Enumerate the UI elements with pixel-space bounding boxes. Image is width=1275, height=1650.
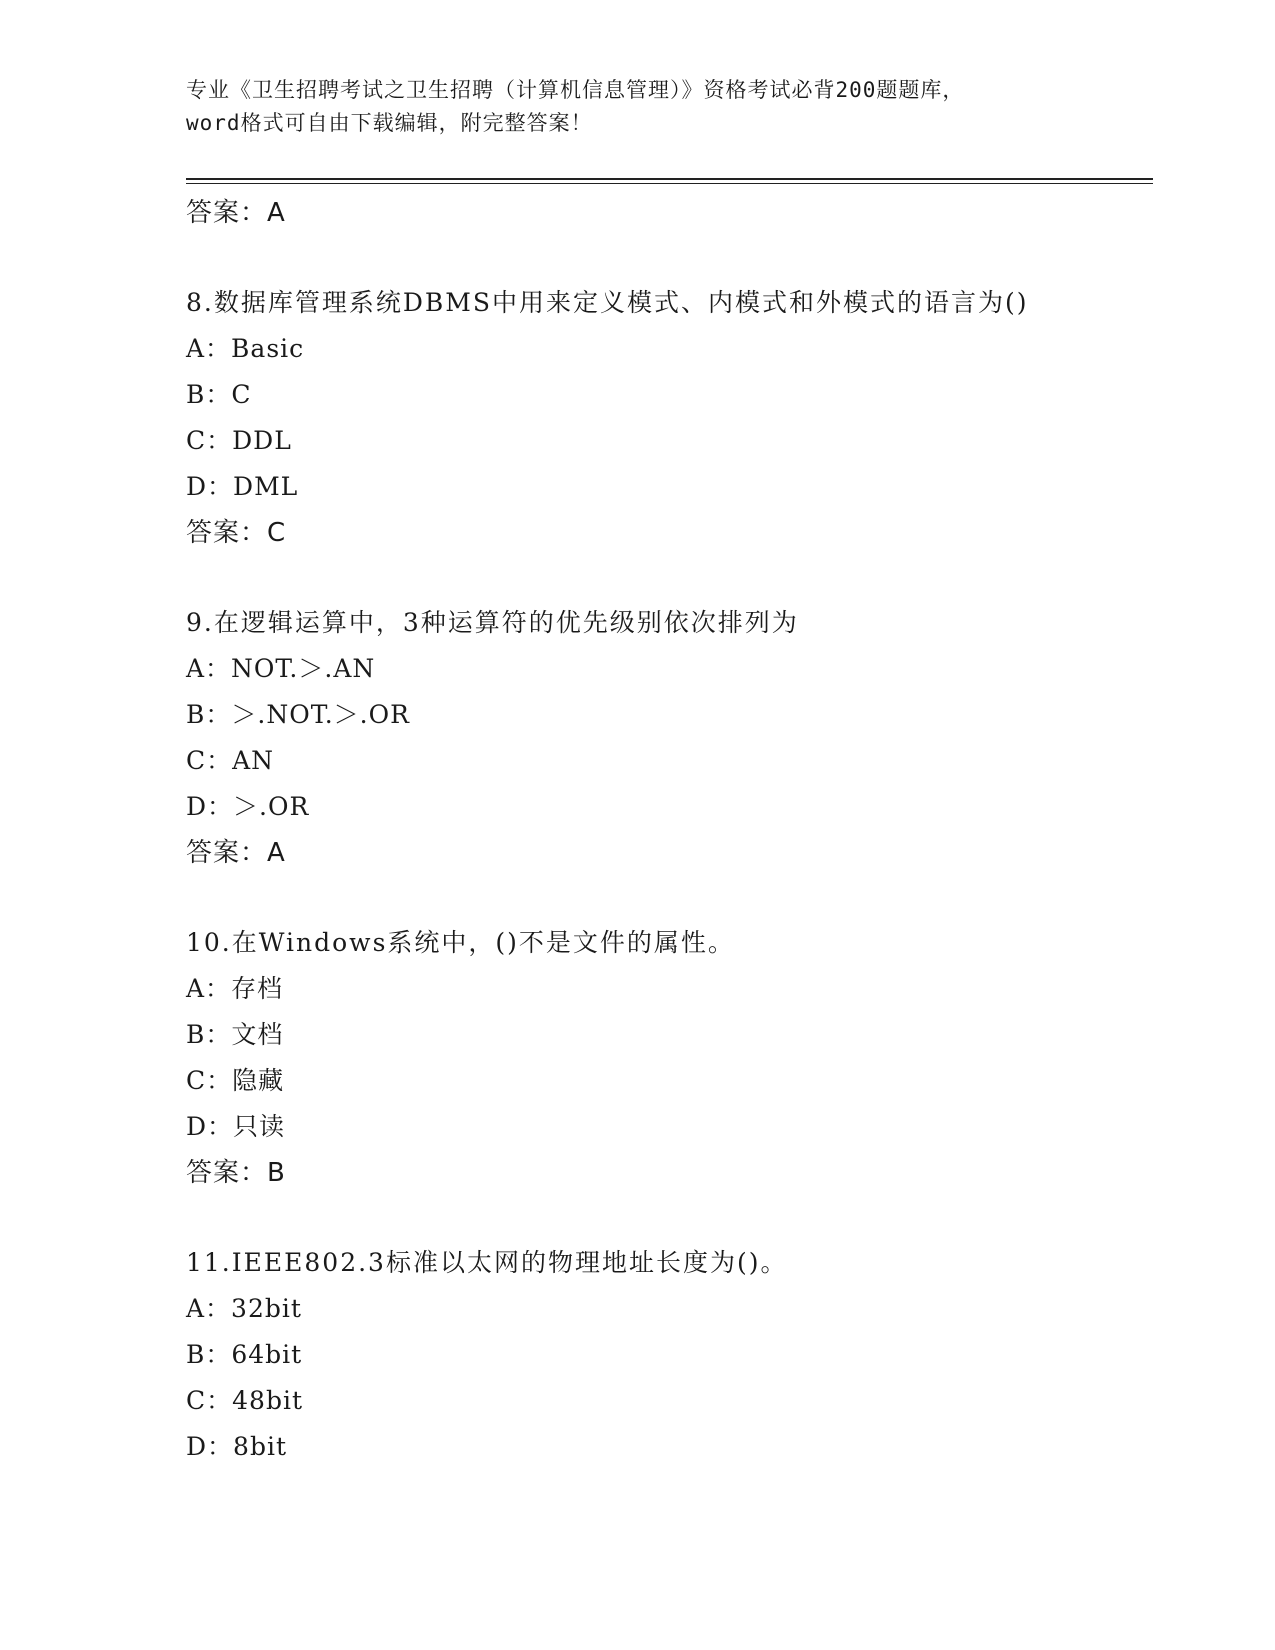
option-c: C：48bit	[186, 1386, 303, 1415]
answer-line: 答案：B	[186, 1158, 286, 1188]
answer-line: 答案：A	[186, 198, 286, 228]
option-c: C：DDL	[186, 426, 292, 455]
question-text: 10.在Windows系统中，()不是文件的属性。	[186, 928, 735, 957]
header-line-1: 专业《卫生招聘考试之卫生招聘（计算机信息管理）》资格考试必背200题题库，	[186, 78, 965, 102]
option-b: B：C	[186, 380, 252, 409]
question-block	[186, 920, 1146, 1196]
option-a: A：NOT.＞.AN	[186, 654, 376, 683]
question-text: 9.在逻辑运算中，3种运算符的优先级别依次排列为	[186, 608, 799, 637]
header-divider-thin	[186, 183, 1153, 184]
header-divider	[186, 178, 1153, 180]
option-b: B：64bit	[186, 1340, 303, 1369]
option-d: D：只读	[186, 1112, 286, 1141]
answer-line: 答案：C	[186, 518, 287, 548]
header-line-2: word格式可自由下载编辑，附完整答案！	[186, 111, 593, 135]
question-block	[186, 280, 1146, 556]
option-a: A：Basic	[186, 334, 305, 363]
option-c: C：AN	[186, 746, 275, 775]
option-a: A：32bit	[186, 1294, 302, 1323]
option-b: B：文档	[186, 1020, 284, 1049]
document-header	[186, 74, 1086, 140]
question-list	[186, 190, 1146, 1470]
option-d: D：＞.OR	[186, 792, 310, 821]
option-a: A：存档	[186, 974, 284, 1003]
question-block	[186, 1240, 1146, 1470]
option-d: D：8bit	[186, 1432, 287, 1461]
answer-line: 答案：A	[186, 838, 286, 868]
question-block	[186, 600, 1146, 876]
question-text: 8.数据库管理系统DBMS中用来定义模式、内模式和外模式的语言为()	[186, 288, 1029, 317]
option-c: C：隐藏	[186, 1066, 285, 1095]
option-b: B：＞.NOT.＞.OR	[186, 700, 410, 729]
option-d: D：DML	[186, 472, 299, 501]
question-text: 11.IEEE802.3标准以太网的物理地址长度为()。	[186, 1248, 788, 1277]
